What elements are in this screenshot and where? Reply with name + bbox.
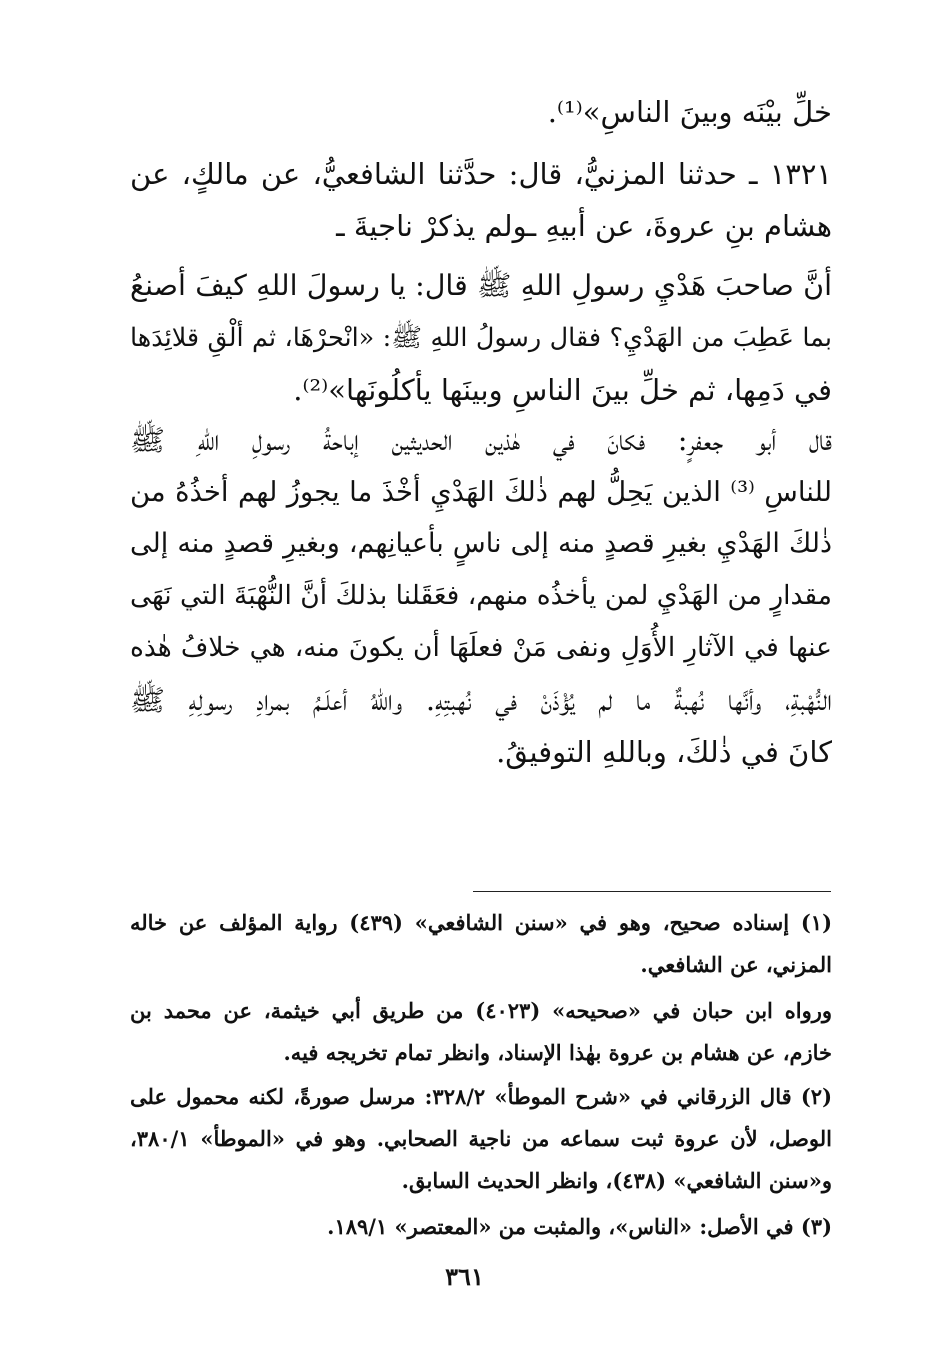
text-line: هشام بنِ عروةَ، عن أبيهِ ـولم يذكرْ ناجيةَ ـ — [336, 209, 832, 243]
footnote-line: المزني، عن الشافعي. — [640, 952, 832, 977]
footnote-line: و«سنن الشافعي» (٤٣٨)، وانظر الحديث السابق. — [401, 1168, 832, 1193]
text-line: النُّهْبةِ، وأنَّها نُهبةٌ ما لم يُؤْذَنْ في نُهبتِهِ. واللهُ أعلَـمُ بمرادِ رسولِهِ ﷺ — [130, 683, 832, 717]
footnote-line: الوصل، لأن عروة ثبت سماعه من ناجية الصحابي. وهو في «الموطأ» ٣٨٠/١، — [130, 1126, 832, 1151]
text-line: قال أبو جعفرٍ: فكانَ في هٰذين الحديثين إباحةُ رسولِ اللهِ ﷺ — [130, 423, 832, 457]
text-line: ١٣٢١ ـ حدثنا المزنيُّ، قال: حدَّثنا الشافعيُّ، عن مالكٍ، عن — [130, 157, 832, 191]
footnote-line: خازم، عن هشام بن عروة بهٰذا الإسناد، وانظر تمام تخريجه فيه. — [283, 1040, 832, 1065]
text-line: للناسِ ⁽³⁾ الذين يَحِلُّ لهم ذٰلكَ الهَدْيِ أخْذَ ما يجوزُ لهم أخذُهُ من — [130, 476, 832, 508]
footnote-line: (٢) قال الزرقاني في «شرح الموطأ» ٣٢٨/٢: مرسل صورةً، لكنه محمول على — [130, 1084, 832, 1109]
text-line: عنها في الآثارِ الأُوَلِ ونفى مَنْ فعلَهَا أن يكونَ منه، هي خلافُ هٰذه — [130, 632, 832, 663]
hadith-matn-paragraph — [130, 260, 832, 416]
footnote-1 — [130, 902, 832, 986]
text-line: ذٰلكَ الهَدْيِ بغيرِ قصدٍ منه إلى ناسٍ بأعيانِهم، وبغيرِ قصدٍ منه إلى — [130, 528, 832, 559]
footnote-line: ورواه ابن حبان في «صحيحه» (٤٠٢٣) من طريق أبي خيثمة، عن محمد بن — [130, 998, 832, 1023]
footnote-3 — [130, 1206, 832, 1248]
text-line: بما عَطِبَ من الهَدْيِ؟ فقال رسولُ اللهِ ﷺ: «انْحرْهَا، ثم ألْقِ قلائِدَها — [130, 323, 832, 353]
footnote-1-continued — [130, 990, 832, 1074]
text-line: في دَمِها، ثم خلِّ بينَ الناسِ وبينَها يأكلُونَها»⁽²⁾. — [293, 373, 832, 407]
text-line: كانَ في ذٰلكَ، وباللهِ التوفيقُ. — [496, 735, 832, 769]
text-line: أنَّ صاحبَ هَدْيِ رسولِ اللهِ ﷺ قال: يا رسولَ اللهِ كيفَ أصنعُ — [130, 269, 832, 302]
footnote-line: (١) إسناده صحيح، وهو في «سنن الشافعي» (٤٣٩) رواية المؤلف عن خاله — [130, 910, 832, 935]
text-line: خلِّ بيْنَه وبينَ الناسِ»⁽¹⁾. — [547, 95, 832, 129]
commentary-paragraph — [130, 414, 832, 778]
footnote-separator — [473, 891, 831, 892]
text-line: مقدارٍ من الهَدْيِ لمن يأخذُه منهم، فعَقَلنا بذلكَ أنَّ النُّهْبَةَ التي نَهَى — [130, 580, 832, 611]
continuation-paragraph — [130, 86, 832, 138]
footnote-line: (٣) في الأصل: «الناس»، والمثبت من «المعتصر» ١٨٩/١. — [327, 1214, 832, 1239]
page-number: ٣٦١ — [445, 1262, 484, 1291]
hadith-isnad-paragraph — [130, 148, 832, 252]
footnote-2 — [130, 1076, 832, 1202]
